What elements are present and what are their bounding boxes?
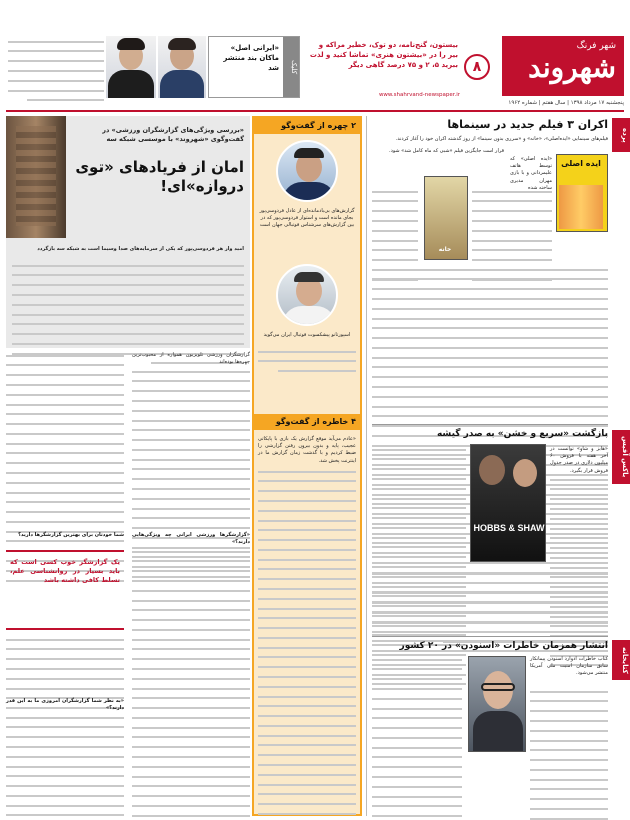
feature-q2: شما خودتان برای بهترین گزارشگرها دارید؟: [18, 532, 124, 538]
poster-khaneh: [424, 176, 468, 260]
promo-title: «ایرانی اصل» ماکان بند منتشر شد: [223, 44, 279, 72]
article-cinema-lead: فیلم‌های سینمایی «ایده‌اصلی»، «خانه» و «سرری بدون سینما» از روز گذشته اکران خود را آغاز کردند.: [395, 136, 608, 142]
photo-snowden: [468, 656, 526, 752]
feature-q3: «به نظر شما گزارشگران امروزی ما به این قدر دارند؟»: [6, 698, 124, 712]
poster-ideh-asli: [556, 154, 608, 232]
feature-sidebar-text: یک گزارشگر خوب کسی است که باید بسیار در روانشناسی علم، تسلط کافی داشته باشد: [10, 558, 120, 584]
feature-body: [6, 352, 250, 816]
brand-small: شهر فرنگ: [576, 41, 616, 51]
feature-sidebar: [6, 550, 124, 630]
article-cinema-title[interactable]: اکران ۳ فیلم جدید در سینماها: [447, 118, 608, 131]
promo-photo-1: [158, 36, 206, 98]
site-url: www.shahrvand-newspaper.ir: [378, 92, 460, 98]
article-cinema: [372, 118, 608, 418]
feature-block: [6, 116, 250, 348]
box1-caption1: گزارش‌های بی‌بادمانده‌ای از عادل فردوسی‌پور بجای مانده است و استوار فردوسی‌پور که در بین گزارش‌های سرشناس فوتبالی جهان است: [259, 208, 355, 229]
masthead: [0, 0, 630, 110]
promo-text: [8, 38, 104, 106]
article-boxoffice-p1: «هابز و شاو» توانست در آخر هفته با فروش ۶۰ میلیون دلاری در صدر جدول فروش قرار بگیرد.: [550, 446, 608, 474]
masthead-rule: [6, 110, 624, 112]
poster-hobbs-shaw: [470, 444, 546, 562]
date-line: پنجشنبه ۱۷ مرداد ۱۳۹۸ | سال هفتم | شماره ۱۹۶۲: [508, 100, 624, 106]
feature-photo: [6, 116, 66, 238]
section-tab-boxoffice: باکس آفیس: [612, 430, 630, 484]
box1-title: ۲ چهره از گفت‌وگو: [281, 121, 356, 130]
promo-tab: کلیک: [283, 37, 299, 97]
article-books: [372, 640, 608, 816]
article-books-title[interactable]: انتشار همزمان خاطرات «اسنودن» در ۲۰ کشور: [399, 641, 608, 651]
box1-caption2: اسپورتانو پیشکسوت فوتبال ایران می‌گوید: [263, 332, 351, 338]
poster-ideh-asli-title: ایده اصلی: [561, 159, 601, 168]
feature-title[interactable]: امان از فریادهای «توی دروازه»‌ای!: [75, 158, 244, 195]
feature-q1: «گزارشگرها ورزشی ایرانی چه ویژگی‌هایی دارند؟»: [132, 532, 250, 546]
middle-column: [252, 116, 362, 816]
box2-title: ۴ خاطره از گفت‌وگو: [275, 417, 356, 426]
article-cinema-p1: قرار است جایگزین فیلم «شبی که ماه کامل شد» شود.: [389, 148, 504, 154]
section-tab-books: کتابخانه: [612, 640, 630, 680]
article-boxoffice-title[interactable]: بازگشت «سریع و خشن» به صدر گیشه: [436, 429, 608, 439]
page-teaser: بیستون، گنج‌نامه، دو توک، خطیر مراکه و بیر را در «بیشتون هنری» تماشا کنید و لذت ببرید ۵، ۲ و ۷۵ درصد گاهی دیگر: [309, 41, 458, 69]
portrait-ferdowsipour: [276, 140, 338, 202]
page-number: ۸: [464, 54, 490, 80]
portrait-expert: [276, 264, 338, 326]
box2-header: [254, 414, 360, 430]
poster-khaneh-title: خانه: [438, 246, 452, 254]
brand-big: شهروند: [528, 51, 616, 84]
feature-lead: امید وار هر فردوسی‌پور که یکی از سرمایه‌های صدا وسیما است به شبکه سه بازگردد: [37, 246, 244, 252]
promo-photo-2: [106, 36, 156, 98]
box1-header: [254, 118, 360, 134]
promo-box[interactable]: [208, 36, 300, 98]
poster-hobbs-shaw-title: HOBBS & SHAW: [473, 522, 545, 533]
brand-block: [502, 36, 624, 96]
feature-kicker: «بررسی ویژگی‌های گزارشگران ورزشی» در گفت‌وگوی «شهروند» با موسسی شبکه سه: [102, 126, 244, 143]
section-tab-cinema: پرده: [612, 118, 630, 152]
feature-p1: گزارشگران ورزشی تلویزیون همواره از محبوب‌ترین چهره‌ها بوده‌اند: [132, 352, 250, 366]
article-cinema-p2: «ایده اصلی» که توسط هاتف علیمردانی و با بازی مهران مدیری ساخته شده: [510, 156, 552, 191]
article-boxoffice: [372, 428, 608, 633]
article-books-p1: کتاب خاطرات ادوارد اسنودن پیمانکار سابق سازمان امنیت ملی آمریکا منتشر می‌شود.: [530, 656, 608, 677]
box2-text: «عادم می‌آید موقع گزارش یک بازی با پایکاتی عجیب، پایه و بدون بیرون رفتن گزارشی را ضبط کردیم و با گذشت زمان گزارش ما در اینترنت پخش شد.: [258, 436, 356, 464]
